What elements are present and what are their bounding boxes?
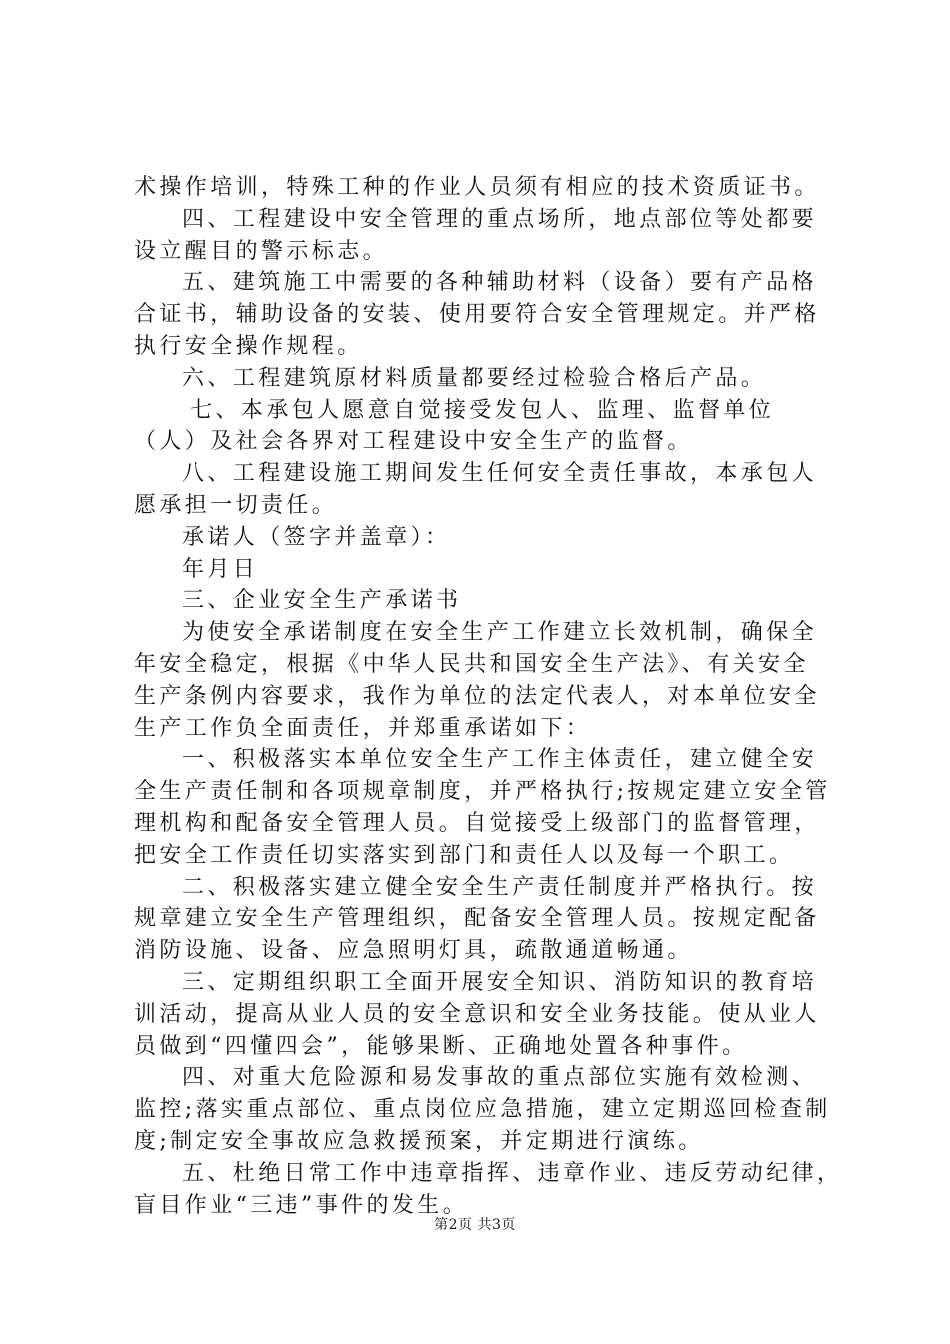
text-line: 四、工程建设中安全管理的重点场所，地点部位等处都要 bbox=[182, 206, 818, 232]
text-line: 全生产责任制和各项规章制度，并严格执行;按规定建立安全管 bbox=[134, 779, 831, 805]
document-body bbox=[134, 172, 843, 1221]
section-heading: 三、企业安全生产承诺书 bbox=[182, 588, 462, 614]
text-line: 监控;落实重点部位、重点岗位应急措施，建立定期巡回检查制 bbox=[134, 1097, 831, 1123]
text-line: 七、本承包人愿意自觉接受发包人、监理、监督单位 bbox=[190, 397, 775, 423]
text-line: 八、工程建设施工期间发生任何安全责任事故，本承包人 bbox=[182, 461, 818, 487]
text-line: （人）及社会各界对工程建设中安全生产的监督。 bbox=[134, 429, 693, 455]
text-line: 员做到“四懂四会”，能够果断、正确地处置各种事件。 bbox=[134, 1033, 748, 1059]
text-line: 把安全工作责任切实落实到部门和责任人以及每一个职工。 bbox=[134, 842, 795, 868]
text-line: 度;制定安全事故应急救援预案，并定期进行演练。 bbox=[134, 1128, 704, 1154]
text-line: 六、工程建筑原材料质量都要经过检验合格后产品。 bbox=[182, 365, 767, 391]
text-line: 合证书，辅助设备的安装、使用要符合安全管理规定。并严格 bbox=[134, 302, 820, 328]
signature-label: 承诺人（签字并盖章）： bbox=[182, 524, 451, 550]
text-line: 五、建筑施工中需要的各种辅助材料（设备）要有产品格 bbox=[182, 270, 818, 296]
text-line: 为使安全承诺制度在安全生产工作建立长效机制，确保全 bbox=[182, 620, 818, 646]
text-line: 一、积极落实本单位安全生产工作主体责任，建立健全安 bbox=[182, 747, 818, 773]
text-line: 三、定期组织职工全面开展安全知识、消防知识的教育培 bbox=[182, 969, 818, 995]
text-line: 生产条例内容要求，我作为单位的法定代表人，对本单位安全 bbox=[134, 683, 820, 709]
text-line: 消防设施、设备、应急照明灯具，疏散通道畅通。 bbox=[134, 938, 693, 964]
text-line: 设立醒目的警示标志。 bbox=[134, 238, 389, 264]
text-line: 训活动，提高从业人员的安全意识和安全业务技能。使从业人 bbox=[134, 1001, 820, 1027]
text-line: 四、对重大危险源和易发事故的重点部位实施有效检测、 bbox=[182, 1065, 818, 1091]
text-line: 术操作培训，特殊工种的作业人员须有相应的技术资质证书。 bbox=[134, 175, 820, 200]
text-line: 二、积极落实建立健全安全生产责任制度并严格执行。按 bbox=[182, 874, 818, 900]
text-line: 规章建立安全生产管理组织，配备安全管理人员。按规定配备 bbox=[134, 906, 820, 932]
text-line: 生产工作负全面责任，并郑重承诺如下： bbox=[134, 715, 592, 741]
text-line: 执行安全操作规程。 bbox=[134, 333, 363, 359]
text-line: 年安全稳定，根据《中华人民共和国安全生产法》、有关安全 bbox=[134, 651, 809, 677]
text-line: 理机构和配备安全管理人员。自觉接受上级部门的监督管理， bbox=[134, 810, 820, 836]
text-line: 愿承担一切责任。 bbox=[134, 492, 338, 518]
text-line: 五、杜绝日常工作中违章指挥、违章作业、违反劳动纪律， bbox=[182, 1160, 843, 1186]
page-number: 第2页 共3页 bbox=[434, 1217, 516, 1233]
date-label: 年月日 bbox=[182, 556, 259, 582]
text-line: 盲目作业“三违”事件的发生。 bbox=[134, 1192, 469, 1218]
